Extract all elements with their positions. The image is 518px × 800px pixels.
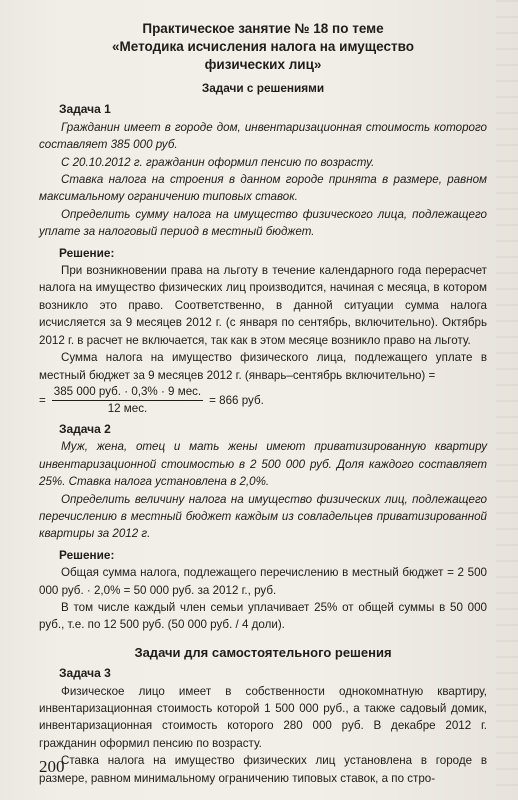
page-title <box>39 20 487 74</box>
task-3-condition-2: Ставка налога на имущество физических лиц установлена в городе в размере, равном минимальному ограничению типовых ставок, а по стро- <box>39 754 487 785</box>
task-1-solution-text-1: При возникновении права на льготу в течение календарного года перерасчет налога на имущество физических лиц производится, начиная с месяца, в котором возникло это право. Соответственно, в данной ситуации сумма налога исчисляется за 9 месяцев 2012 г. (с января по сентябрь, включительно). Октябрь 2012 г. в расчет не включается, так как в этом месяце возникло право на льготу. <box>39 264 487 347</box>
title-line-2: «Методика исчисления налога на имущество <box>112 39 414 54</box>
formula-equals: = <box>39 393 46 407</box>
page-number: 200 <box>39 757 65 776</box>
task-1-question: Определить сумму налога на имущество физического лица, подлежащего уплате за налоговый период в местный бюджет. <box>39 207 487 239</box>
task-2-condition: Муж, жена, отец и мать жены имеют приватизированную квартиру инвентаризационной стоимостью в 2 500 000 руб. Доля каждого составляет 25%. Ставка налога установлена в 2,0%. <box>39 440 487 489</box>
task-2-solution-text-1: Общая сумма налога, подлежащего перечислению в местный бюджет = 2 500 000 руб. · 2,0% = 50 000 руб. за 2012 г., руб. <box>39 566 487 597</box>
task-3-heading: Задача 3 <box>59 666 111 681</box>
task-1-condition-1: Гражданин имеет в городе дом, инвентаризационная стоимость которого составляет 385 000 руб. <box>39 120 487 152</box>
task-2-question: Определить величину налога на имущество физических лиц, подлежащего перечислению в местный бюджет каждым из совладельцев приватизированной квартиры за 2012 г. <box>39 492 487 541</box>
task-2-solution-text-2: В том числе каждый член семьи уплачивает 25% от общей суммы в 50 000 руб., т.е. по 12 500 руб. (50 000 руб. / 4 доли). <box>39 600 487 632</box>
task-1-condition-3: Ставка налога на строения в данном городе принята в размере, равном максимальному ограничению типовых ставок. <box>39 173 487 204</box>
task-3-condition-1: Физическое лицо имеет в собственности однокомнатную квартиру, инвентаризационная стоимость которой 1 500 000 руб., а также садовый домик, инвентаризационная стоимость которого 280 000 руб. В декабре 2012 г. гражданин оформил пенсию по возрасту. <box>39 684 487 750</box>
task-1-condition-2: С 20.10.2012 г. гражданин оформил пенсию по возрасту. <box>61 155 375 169</box>
formula-numerator: 385 000 руб. · 0,3% · 9 мес. <box>52 384 203 401</box>
task-2-heading: Задача 2 <box>59 421 111 436</box>
task-1-solution-heading: Решение: <box>59 245 115 260</box>
title-line-1: Практическое занятие № 18 по теме <box>142 21 384 36</box>
formula-denominator: 12 мес. <box>107 401 148 415</box>
page-content <box>39 20 487 787</box>
self-study-section-title: Задачи для самостоятельного решения <box>134 644 392 660</box>
task-2-solution-heading: Решение: <box>59 547 115 562</box>
formula-result: = 866 руб. <box>209 393 264 407</box>
task-1-heading: Задача 1 <box>59 102 111 117</box>
show-through-bleed <box>496 0 518 800</box>
task-1-formula <box>39 384 487 417</box>
task-1-solution-text-2: Сумма налога на имущество физического лица, подлежащего уплате в местный бюджет за 9 месяцев 2012 г. (январь–сентябрь включительно) = <box>39 351 487 382</box>
title-line-3: физических лиц» <box>204 57 322 72</box>
section-subtitle: Задачи с решениями <box>201 81 325 95</box>
formula-fraction <box>52 384 203 417</box>
